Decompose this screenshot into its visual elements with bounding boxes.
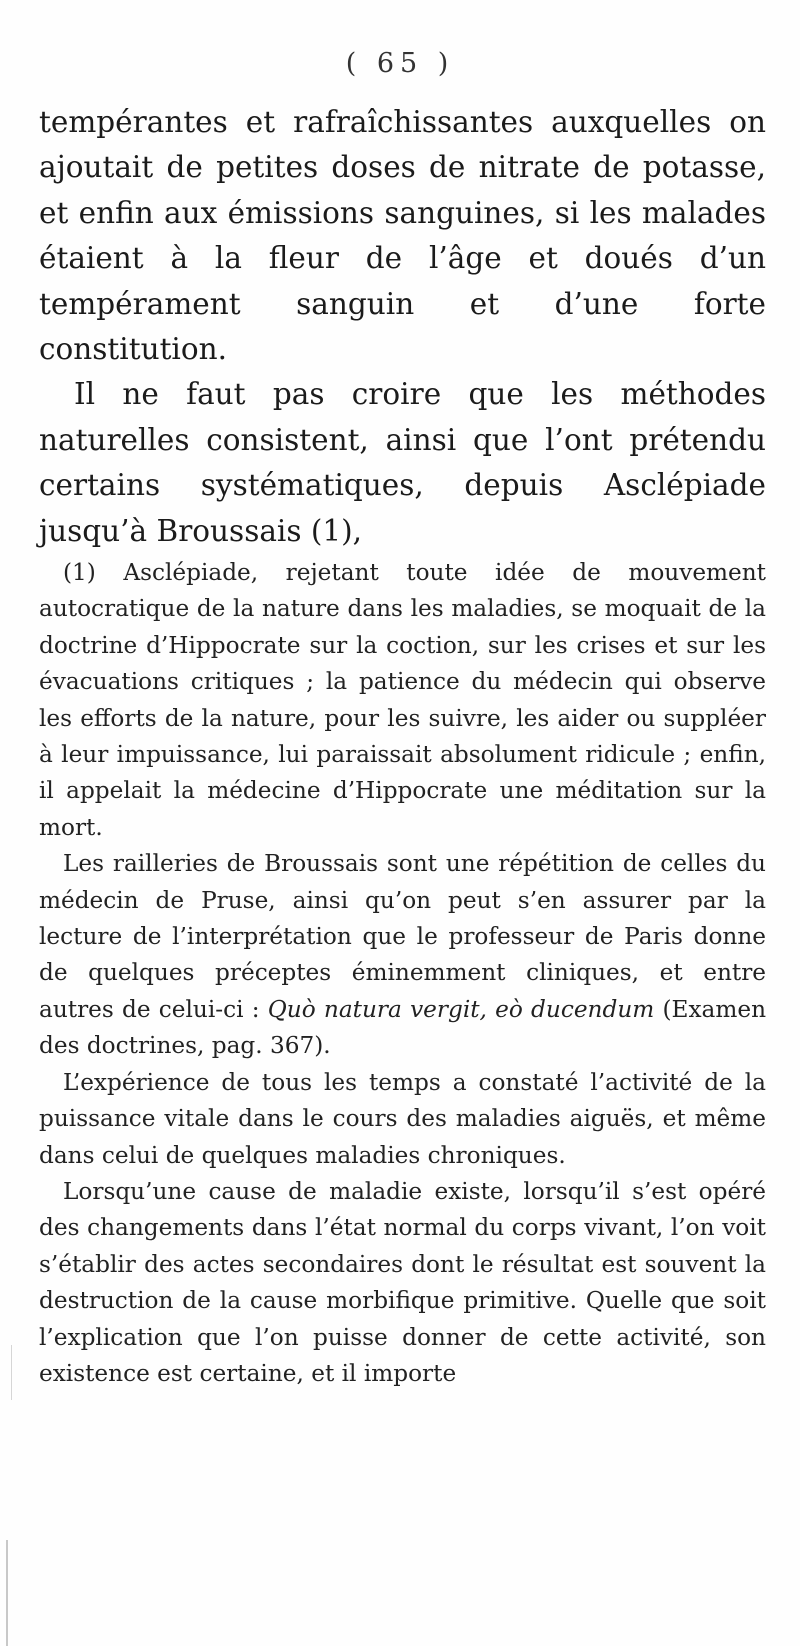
footnote-2-reference: (Examen des doctrines, pag. 367).	[39, 995, 767, 1060]
footnote-2	[39, 846, 766, 1064]
main-text	[39, 100, 766, 554]
main-paragraph-2: Il ne faut pas croire que les méthodes naturelles consistent, ainsi que l’ont prétendu certains systématiques, depuis Asclépiade jusqu’à Broussais (1),	[39, 377, 766, 548]
scan-margin-mark	[11, 1345, 12, 1400]
main-paragraph-1: tempérantes et rafraîchissantes auxquelles on ajoutait de petites doses de nitrate de potasse, et enfin aux émissions sanguines, si les malades étaient à la fleur de l’âge et doués d’un tempérament sanguin et d’une forte constitution.	[39, 105, 766, 367]
footnote-4: Lorsqu’une cause de maladie existe, lorsqu’il s’est opéré des changements dans l’état normal du corps vivant, l’on voit s’établir des actes secondaires dont le résultat est souvent la destruction de la cause morbifique primitive. Quelle que soit l’explication que l’on puisse donner de cette activité, son existence est certaine, et il importe	[39, 1177, 766, 1387]
page-number: ( 65 )	[345, 48, 455, 79]
latin-quote: Quò natura vergit, eò ducendum	[267, 995, 655, 1023]
footnote-2-text: Les railleries de Broussais sont une répétition de celles du médecin de Pruse, ainsi qu’on peut s’en assurer par la lecture de l’interprétation que le professeur de Paris donne de quelques préceptes éminemment cliniques, et entre autres de celui-ci :	[39, 850, 766, 1023]
footnotes	[39, 555, 766, 1392]
footnote-3: L’expérience de tous les temps a constaté l’activité de la puissance vitale dans le cours des maladies aiguës, et même dans celui de quelques maladies chroniques.	[39, 1068, 766, 1169]
footnote-1: (1) Asclépiade, rejetant toute idée de mouvement autocratique de la nature dans les maladies, se moquait de la doctrine d’Hippocrate sur la coction, sur les crises et sur les évacuations critiques ; la patience du médecin qui observe les efforts de la nature, pour les suivre, les aider ou suppléer à leur impuissance, lui paraissait absolument ridicule ; enfin, il appelait la médecine d’Hippocrate une méditation sur la mort.	[39, 559, 766, 841]
scan-margin-line	[6, 1540, 8, 1646]
